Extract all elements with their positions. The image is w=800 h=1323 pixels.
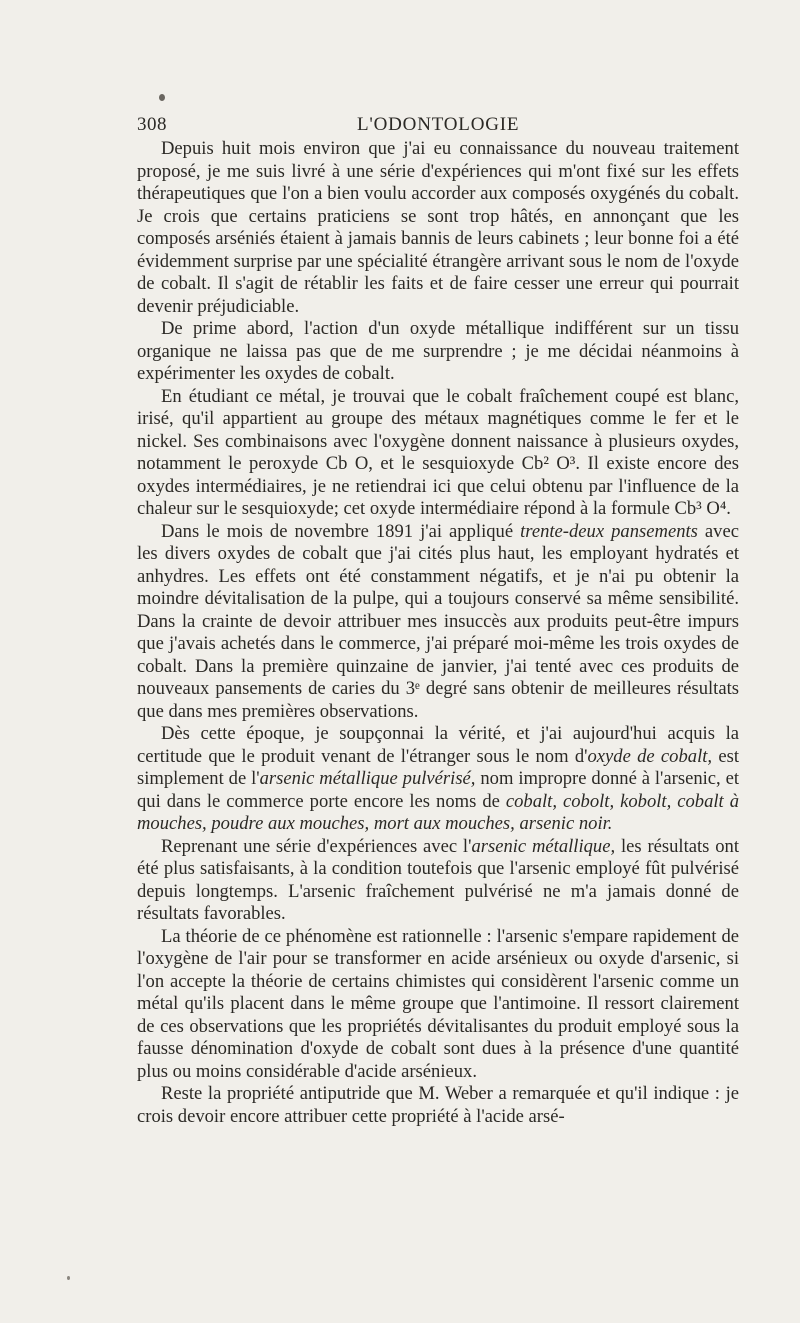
italic-text: oxyde de cobalt,: [587, 745, 713, 767]
paragraph-6: [137, 836, 739, 926]
paragraph-text: Depuis huit mois environ que j'ai eu connaissance du nouveau traitement proposé, je me suis livré à une série d'expériences qui m'ont fixé sur les effets thérapeutiques que l'on a bien voulu accorder aux composés oxygénés du cobalt. Je crois que certains praticiens se sont trop hâtés, en annonçant que les composés arséniés étaient à jamais bannis de leurs cabinets ; leur bonne foi a été évidemment surprise par une spécialité étrangère arrivant sous le nom de l'oxyde de cobalt. Il s'agit de rétablir les faits et de faire cesser une erreur qui pourrait devenir préjudiciable.: [137, 138, 739, 317]
page-number: 308: [137, 114, 167, 135]
paragraph-text: Reste la propriété antiputride que M. Weber a remarquée et qu'il indique : je crois devoir encore attribuer cette propriété à l'acide arsé-: [137, 1083, 739, 1127]
ink-dot: [159, 94, 165, 101]
paragraph-8: [137, 1083, 739, 1128]
italic-text: arsenic métallique,: [471, 835, 616, 857]
running-title: L'ODONTOLOGIE: [357, 114, 520, 135]
body-text: [137, 138, 739, 1128]
paragraph-text: avec les divers oxydes de cobalt que j'ai cités plus haut, les employant hydratés et anhydres. Les effets ont été constamment négatifs, et je n'ai pu obtenir la moindre dévitalisation de la pulpe, qui a toujours conservé sa même sensibilité. Dans la crainte de devoir attribuer mes insuccès aux produits peut-être impurs que j'avais achetés dans le commerce, j'ai préparé moi-même les trois oxydes de cobalt. Dans la première quinzaine de janvier, j'ai tenté avec ces produits de nouveaux pansements de caries du 3ᵉ degré sans obtenir de meilleures résultats que dans mes premières observations.: [137, 520, 739, 722]
paragraph-text: En étudiant ce métal, je trouvai que le cobalt fraîchement coupé est blanc, irisé, qu'il appartient au groupe des métaux magnétiques comme le fer et le nickel. Ses combinaisons avec l'oxygène donnent naissance à plusieurs oxydes, notamment le peroxyde Cb O, et le sesquioxyde Cb² O³. Il existe encore des oxydes intermédiaires, je ne retiendrai ici que celui obtenu par l'influence de la chaleur sur le sesquioxyde; cet oxyde intermédiaire répond à la formule Cb³ O⁴.: [137, 385, 739, 519]
paragraph-5: [137, 723, 739, 836]
paragraph-1: [137, 138, 739, 318]
paragraph-2: [137, 318, 739, 386]
paragraph-text: De prime abord, l'action d'un oxyde métallique indifférent sur un tissu organique ne laissa pas que de me surprendre ; je me décidai néanmoins à expérimenter les oxydes de cobalt.: [137, 318, 739, 384]
paragraph-text: Dès cette époque, je soupçonnai la vérité, et j'ai aujourd'hui acquis la certitude que le produit venant de l'étranger sous le nom d': [137, 723, 739, 767]
paragraph-text: Reprenant une série d'expériences avec l': [161, 835, 472, 857]
paragraph-7: [137, 926, 739, 1084]
italic-text: trente-deux pansements: [520, 520, 698, 542]
paragraph-3: [137, 386, 739, 521]
italic-text: cobalt, cobolt, kobolt, cobalt à mouches, poudre aux mouches, mort aux mouches, arsenic noir.: [137, 790, 739, 834]
italic-text: arsenic métallique pulvérisé,: [259, 768, 476, 789]
paragraph-text: nom impropre donné à l'arsenic, et qui dans le commerce porte encore les noms de: [137, 768, 740, 812]
paragraph-text: Dans le mois de novembre 1891 j'ai appliqué: [161, 520, 521, 542]
paragraph-text: les résultats ont été plus satisfaisants, à la condition toutefois que l'arsenic employé fût pulvérisé depuis longtemps. L'arsenic fraîchement pulvérisé ne m'a jamais donné de résultats favorables.: [137, 835, 739, 924]
paragraph-4: [137, 521, 739, 724]
paragraph-text: La théorie de ce phénomène est rationnelle : l'arsenic s'empare rapidement de l'oxygène de l'air pour se transformer en acide arsénieux ou oxyde d'arsenic, si l'on accepte la théorie de certains chimistes qui considèrent l'arsenic comme un métal qu'ils placent dans le même groupe que l'antimoine. Il ressort clairement de ces observations que les propriétés dévitalisantes du produit employé sous la fausse dénomination d'oxyde de cobalt sont dues à la présence d'une quantité plus ou moins considérable d'acide arsénieux.: [137, 925, 739, 1082]
ink-speck: [67, 1276, 70, 1280]
paragraph-text: est simplement de l': [137, 745, 739, 789]
